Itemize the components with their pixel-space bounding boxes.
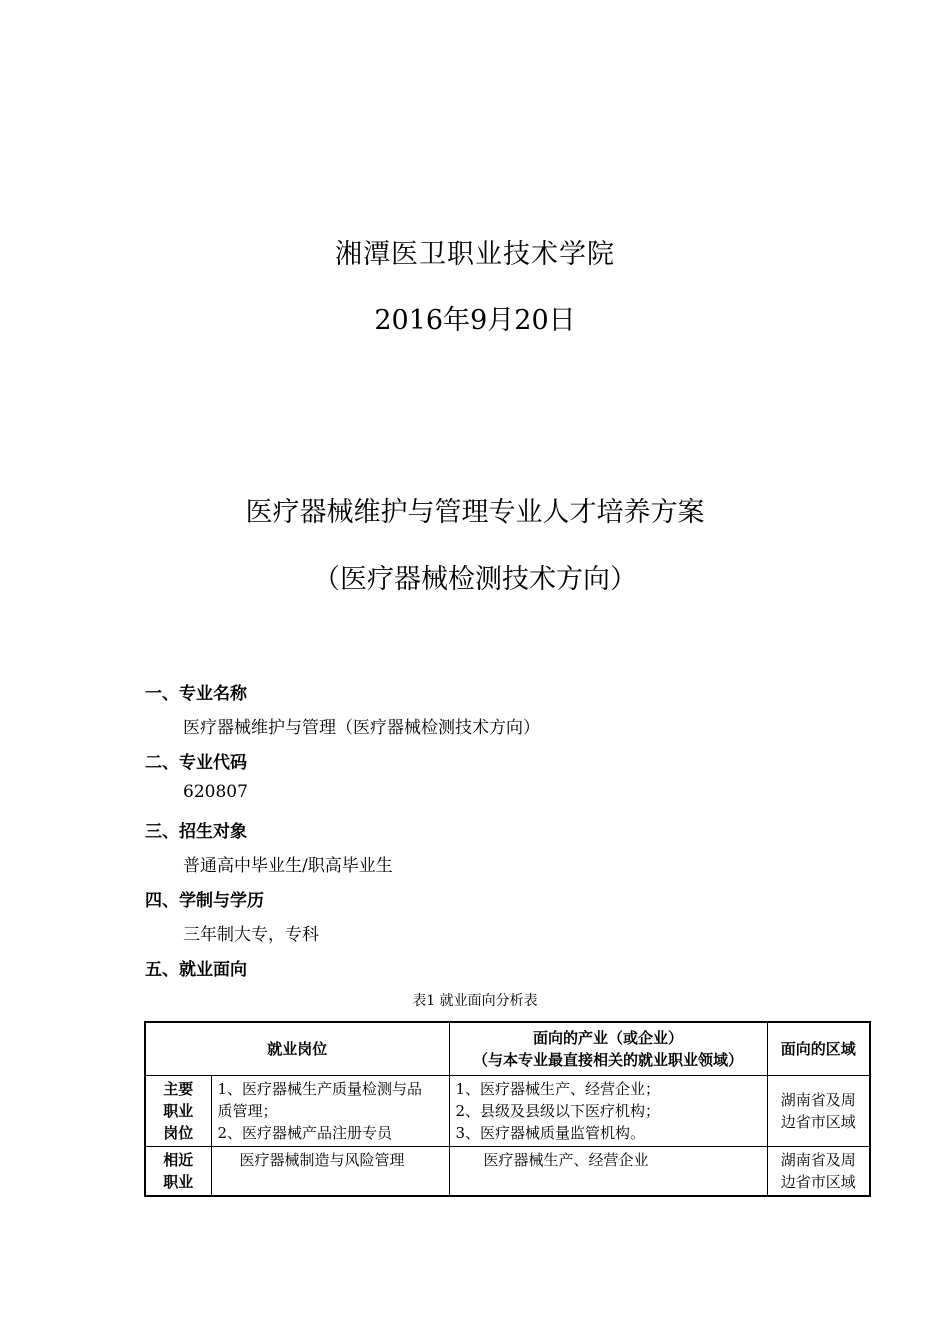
section-heading: 四、学制与学历	[145, 891, 264, 911]
position-line: 1、医疗器械生产质量检测与品	[217, 1080, 423, 1098]
section-body: 医疗器械维护与管理（医疗器械检测技术方向）	[183, 718, 540, 738]
header-region: 面向的区域	[767, 1022, 870, 1076]
region-cell	[767, 1147, 870, 1197]
section-body: 普通高中毕业生/职高毕业生	[183, 856, 393, 876]
region-line: 边省市区域	[780, 1173, 856, 1191]
industry-line: 2、县级及县级以下医疗机构；	[455, 1102, 661, 1120]
row-label	[145, 1147, 211, 1197]
table-row	[145, 1076, 870, 1147]
institution-name: 湘潭医卫职业技术学院	[335, 239, 615, 270]
position-line: 医疗器械制造与风险管理	[239, 1151, 405, 1169]
row-label-line: 相近	[163, 1151, 194, 1169]
row-label-line: 职业	[163, 1173, 194, 1191]
region-cell	[767, 1076, 870, 1147]
section-heading: 五、就业面向	[145, 960, 247, 980]
header-industry	[449, 1022, 767, 1076]
row-label	[145, 1076, 211, 1147]
region-line: 湖南省及周	[780, 1151, 856, 1169]
section-heading: 三、招生对象	[145, 822, 247, 842]
position-cell	[211, 1076, 449, 1147]
row-label-line: 职业	[163, 1102, 194, 1120]
row-label-line: 主要	[163, 1080, 194, 1098]
region-line: 边省市区域	[780, 1113, 856, 1131]
header-industry-line2: （与本专业最直接相关的就业职业领域）	[473, 1051, 744, 1069]
section-heading: 二、专业代码	[145, 753, 247, 773]
header-industry-line1: 面向的产业（或企业）	[533, 1029, 684, 1047]
industry-cell	[449, 1076, 767, 1147]
header-position: 就业岗位	[145, 1022, 449, 1076]
position-cell	[211, 1147, 449, 1197]
table-row	[145, 1147, 870, 1197]
document-subtitle: （医疗器械检测技术方向）	[313, 564, 637, 595]
industry-line: 3、医疗器械质量监管机构。	[455, 1124, 646, 1142]
table-caption: 表1 就业面向分析表	[412, 993, 538, 1009]
industry-cell	[449, 1147, 767, 1197]
document-date: 2016年9月20日	[374, 305, 576, 336]
region-line: 湖南省及周	[780, 1091, 856, 1109]
employment-table	[144, 1021, 871, 1197]
industry-line: 1、医疗器械生产、经营企业；	[455, 1080, 661, 1098]
section-body: 三年制大专，专科	[183, 925, 319, 945]
industry-line: 医疗器械生产、经营企业	[483, 1151, 649, 1169]
row-label-line: 岗位	[163, 1124, 194, 1142]
section-body: 620807	[183, 782, 248, 802]
document-title: 医疗器械维护与管理专业人才培养方案	[245, 497, 705, 528]
position-line: 质管理；	[217, 1102, 278, 1120]
position-line: 2、医疗器械产品注册专员	[217, 1124, 393, 1142]
section-heading: 一、专业名称	[145, 684, 247, 704]
table-header-row	[145, 1022, 870, 1076]
